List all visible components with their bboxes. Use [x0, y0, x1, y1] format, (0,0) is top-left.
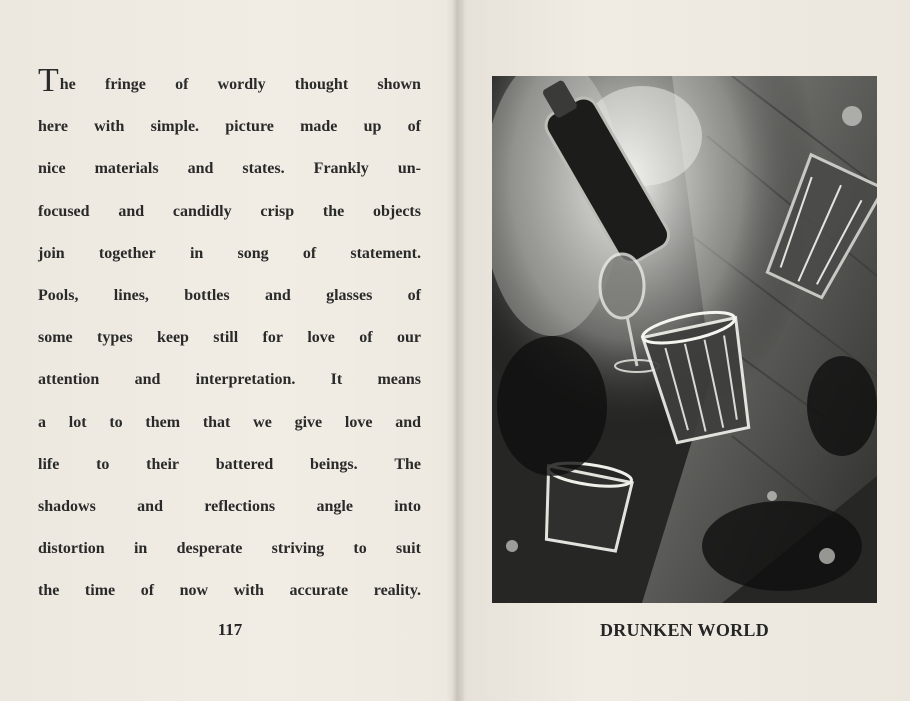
word: of: [302, 244, 317, 262]
word: of: [175, 76, 189, 93]
word: give: [294, 413, 323, 431]
word: Frankly: [313, 160, 369, 178]
word: and: [187, 160, 214, 178]
word: angle: [316, 497, 353, 515]
word: fringe: [104, 76, 146, 93]
word: love: [307, 329, 335, 347]
text-line-first: [38, 64, 421, 106]
word: our: [396, 329, 421, 347]
word: with: [94, 118, 125, 136]
word: their: [146, 455, 180, 473]
word: and: [118, 202, 145, 220]
word: lot: [68, 413, 87, 431]
word: simple.: [150, 118, 200, 136]
word: them: [145, 413, 181, 431]
word: join: [38, 244, 65, 262]
word: life: [38, 455, 60, 473]
body-text: [38, 64, 421, 612]
word: un-: [397, 160, 421, 178]
word: and: [137, 497, 163, 515]
text-line: [38, 106, 421, 148]
word: and: [395, 413, 421, 431]
word: we: [253, 413, 272, 431]
first-line-start: [38, 64, 76, 106]
photo-caption: DRUNKEN WORLD: [599, 620, 770, 640]
word: a: [38, 413, 46, 431]
word: distortion: [38, 540, 105, 558]
word: love: [344, 413, 373, 431]
page-number: 117: [217, 620, 243, 639]
word: to: [353, 540, 367, 558]
word: glasses: [326, 286, 373, 304]
word: desperate: [176, 540, 243, 558]
word: to: [96, 455, 110, 473]
word: now: [179, 582, 209, 600]
word: and: [264, 286, 291, 304]
word: in: [133, 540, 148, 558]
word: crisp: [260, 202, 295, 220]
word: battered: [215, 455, 274, 473]
photo-illustration: [492, 76, 877, 603]
word: interpretation.: [195, 371, 296, 389]
word: for: [262, 329, 283, 347]
word: of: [407, 118, 421, 136]
word: the: [322, 202, 345, 220]
text-line: [38, 444, 421, 486]
word: wordly: [217, 76, 266, 93]
word: bottles: [184, 286, 230, 304]
text-lines: [38, 106, 421, 612]
word: time: [84, 582, 116, 600]
word: the: [38, 582, 60, 600]
right-page: [460, 0, 910, 701]
word: shown: [377, 76, 421, 93]
word: he: [59, 76, 76, 93]
word: candidly: [172, 202, 232, 220]
text-line: [38, 317, 421, 359]
word: to: [109, 413, 123, 431]
word: into: [394, 497, 421, 515]
text-line: [38, 359, 421, 401]
word: here: [38, 118, 68, 136]
word: reality.: [373, 582, 421, 600]
word: made: [300, 118, 338, 136]
word: some: [38, 329, 73, 347]
text-line: [38, 191, 421, 233]
word: lines,: [113, 286, 149, 304]
word: materials: [94, 160, 159, 178]
word: striving: [271, 540, 325, 558]
word: of: [359, 329, 373, 347]
word: The: [394, 455, 421, 473]
word: attention: [38, 371, 100, 389]
text-line: [38, 486, 421, 528]
text-line: [38, 528, 421, 570]
text-line: [38, 402, 421, 444]
text-line: [38, 275, 421, 317]
word: Pools,: [38, 286, 79, 304]
text-line: [38, 233, 421, 275]
word: states.: [242, 160, 285, 178]
word: together: [98, 244, 156, 262]
dropcap: T: [38, 62, 59, 99]
text-line: [38, 148, 421, 190]
word: accurate: [289, 582, 349, 600]
word: It: [330, 371, 343, 389]
word: up: [363, 118, 382, 136]
word: objects: [372, 202, 421, 220]
photo-glasses-bottles: [492, 76, 877, 603]
word: still: [213, 329, 239, 347]
word: in: [189, 244, 204, 262]
word: statement.: [350, 244, 421, 262]
word: beings.: [310, 455, 358, 473]
word: shadows: [38, 497, 96, 515]
word: that: [202, 413, 231, 431]
text-line: [38, 570, 421, 612]
word: means: [377, 371, 421, 389]
word: with: [233, 582, 264, 600]
word: suit: [396, 540, 421, 558]
word: keep: [156, 329, 189, 347]
word: of: [407, 286, 421, 304]
word: and: [134, 371, 161, 389]
word: picture: [225, 118, 274, 136]
word: types: [97, 329, 133, 347]
word: of: [140, 582, 155, 600]
word: song: [237, 244, 269, 262]
word: nice: [38, 160, 66, 178]
word: reflections: [204, 497, 276, 515]
word: thought: [294, 76, 349, 93]
word: focused: [38, 202, 90, 220]
